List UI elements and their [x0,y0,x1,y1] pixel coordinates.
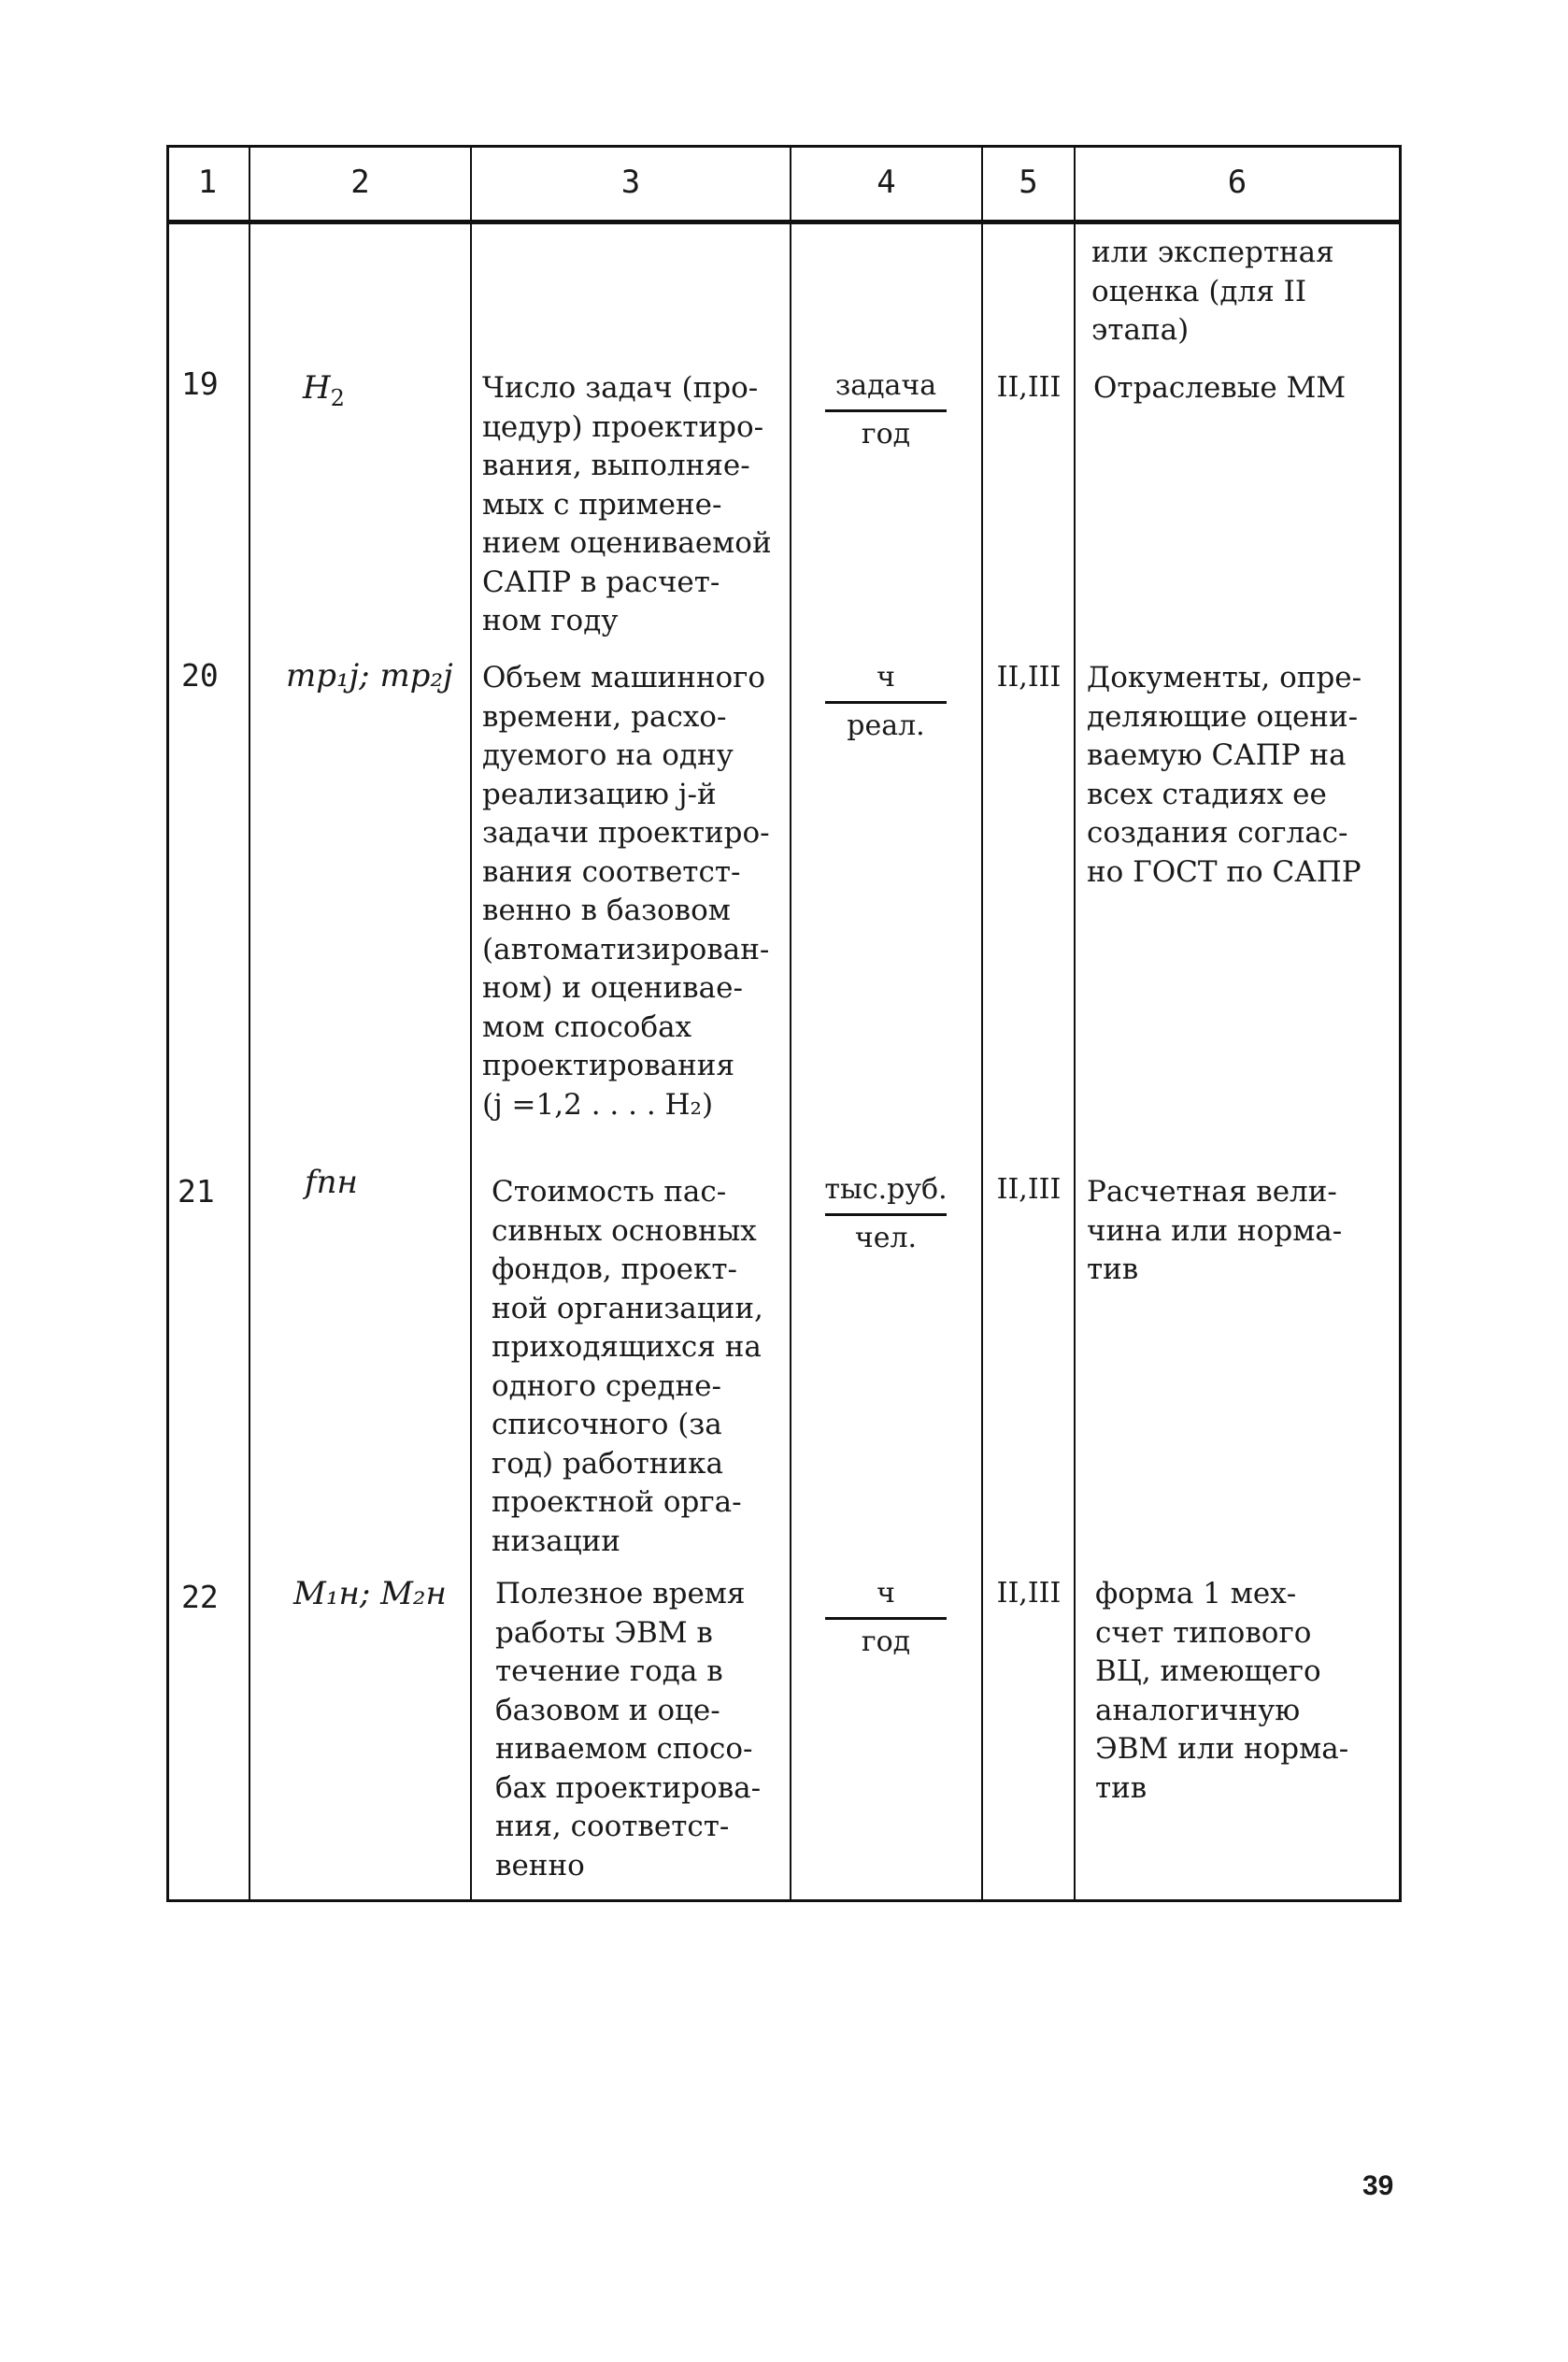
row-unit: ч реал. [792,661,979,742]
continuation-source: или экспертная оценка (для II этапа) [1091,236,1334,347]
row-symbol: $Н_2$ [303,369,345,411]
row-number: 21 [178,1173,215,1210]
row-symbol: mр₁j; mр₂j [286,657,453,694]
header-col-5: 5 [1019,164,1038,201]
row-number: 19 [181,365,219,402]
row-source: Документы, опре- деляющие оцени- ваемую САПР на всех стадиях ее создания соглас- но ГОСТ по САПР [1087,661,1362,889]
row-stage: II,III [996,661,1062,694]
row-unit: ч год [792,1577,979,1658]
row-source: форма 1 мех- счет типового ВЦ, имеющего аналогичную ЭВМ или норма- тив [1095,1577,1349,1805]
row-stage: II,III [996,371,1062,404]
row-number: 20 [181,657,219,694]
row-symbol: М₁н; М₂н [293,1575,447,1612]
row-stage: II,III [996,1173,1062,1206]
row-description: Число задач (про- цедур) проектиро- вания, выполняе- мых с применe- нием оцениваемой САПР в расчет- ном году [482,371,772,637]
row-unit: задача год [792,369,979,451]
column-divider [249,145,250,1902]
parameter-table [166,145,1402,1902]
column-divider [470,145,472,1902]
row-unit: тыс.руб. чел. [824,1173,948,1254]
row-stage: II,III [996,1577,1062,1610]
row-number: 22 [181,1579,219,1615]
page-number: 39 [1362,2170,1394,2201]
row-description: Объем машинного времени, расхо- дуемого на одну реализацию j-й задачи проектиро- вания соответст- венно в базовом (автоматизирован- ном) и оценивае- мом способах проектирования (j =1,2 . . . . Н₂) [482,661,770,1122]
header-col-1: 1 [197,164,218,201]
row-symbol: fпн [305,1164,358,1201]
row-description: Полезное время работы ЭВМ в течение года в базовом и оце- ниваемом спосо- бах проектирова- ния, соответст- венно [495,1577,762,1882]
header-col-3: 3 [620,164,641,201]
column-divider [981,145,983,1902]
row-description: Стоимость пас- сивных основных фондов, проект- ной организации, приходящихся на одного средне- списочного (за год) работника проектной орга- низации [492,1175,763,1558]
row-source: Расчетная вели- чина или норма- тив [1087,1175,1343,1286]
column-divider [1074,145,1076,1902]
header-col-4: 4 [877,164,896,201]
column-divider [790,145,791,1902]
header-divider [166,220,1402,224]
header-col-6: 6 [1227,164,1247,201]
row-source: Отраслевые ММ [1093,371,1347,405]
header-col-2: 2 [350,164,370,201]
